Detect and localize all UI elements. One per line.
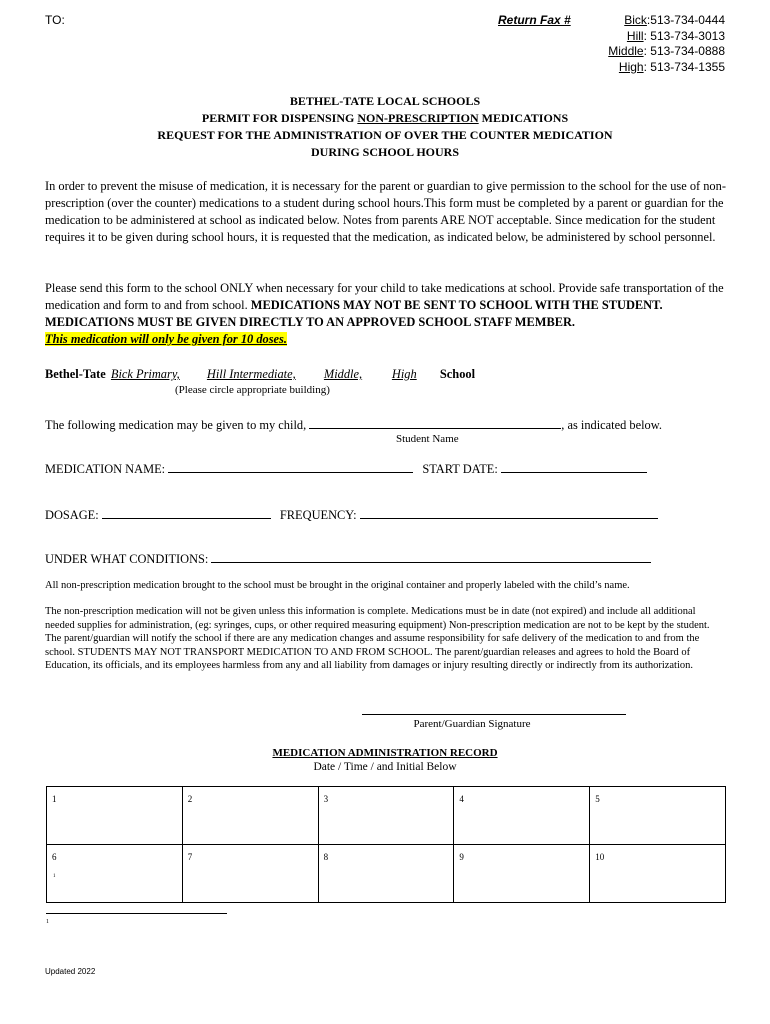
school-choice-line: [45, 367, 475, 382]
dose-cell-8[interactable]: 8: [318, 845, 454, 903]
footnote-mark: 1: [53, 874, 56, 879]
to-label: TO:: [45, 13, 65, 27]
dosage-field[interactable]: [102, 507, 271, 519]
medication-line: MEDICATION NAME: START DATE:: [45, 461, 647, 477]
dose-cell-5[interactable]: 5: [590, 787, 726, 845]
record-subtitle: Date / Time / and Initial Below: [313, 761, 457, 773]
signature-label: Parent/Guardian Signature: [413, 718, 531, 730]
return-fax-label: Return Fax #: [498, 13, 571, 27]
student-name-line: The following medication may be given to my child, , as indicated below.: [45, 418, 662, 432]
dose-cell-9[interactable]: 9: [454, 845, 590, 903]
school-option-bick[interactable]: Bick Primary,: [110, 367, 180, 381]
school-hours-title: DURING SCHOOL HOURS: [310, 145, 460, 159]
record-title: MEDICATION ADMINISTRATION RECORD: [272, 747, 498, 759]
request-title: REQUEST FOR THE ADMINISTRATION OF OVER THE COUNTER MEDICATION: [157, 128, 613, 142]
student-name-field[interactable]: [309, 417, 561, 429]
dose-cell-4[interactable]: 4: [454, 787, 590, 845]
district-prefix: Bethel-Tate: [45, 367, 106, 381]
fax-number-high: High: 513-734-1355: [618, 59, 725, 74]
form-title-block: [0, 93, 770, 161]
dosage-line: DOSAGE: FREQUENCY:: [45, 507, 658, 523]
school-option-middle[interactable]: Middle,: [323, 367, 363, 381]
medication-name-field[interactable]: [168, 461, 413, 473]
dose-cell-1[interactable]: 1: [47, 787, 183, 845]
table-row: [47, 845, 726, 903]
footnote-divider: [46, 913, 227, 914]
signature-field[interactable]: [362, 714, 626, 715]
school-option-hill[interactable]: Hill Intermediate,: [206, 367, 296, 381]
circle-building-note: (Please circle appropriate building): [175, 384, 330, 396]
school-district-title: BETHEL-TATE LOCAL SCHOOLS: [289, 94, 481, 108]
dose-limit-highlight: This medication will only be given for 10 doses.: [45, 332, 287, 346]
fax-number-bick: Bick:513-734-0444: [624, 13, 725, 27]
footnote: 1: [46, 919, 49, 925]
administration-record-table: [46, 786, 726, 903]
conditions-field[interactable]: [211, 551, 651, 563]
intro-paragraph: In order to prevent the misuse of medication, it is necessary for the parent or guardian to give permission to the school for the use of non-prescription (over the counter) medications to a student during school hours.This form must be completed by a parent or guardian for the medication to be administered at school as indicated below. Notes from parents ARE NOT acceptable. Since medication for the student requires it to be given during school hours, it is requested that the medication, as indicated below, be administered by school personnel.: [45, 179, 726, 244]
school-suffix: School: [439, 367, 476, 381]
dose-cell-7[interactable]: 7: [182, 845, 318, 903]
dose-cell-10[interactable]: 10: [590, 845, 726, 903]
instructions-paragraph: Please send this form to the school ONLY when necessary for your child to take medications at school. Provide safe transportation of the medication and form to and from school. MEDICATIONS MAY NOT BE SENT TO SCHOOL WITH THE STUDENT. MEDICATIONS MUST BE GIVEN DIRECTLY TO AN APPROVED SCHOOL STAFF MEMBER. This medication will only be given for 10 doses.: [45, 281, 724, 346]
permit-title: PERMIT FOR DISPENSING NON-PRESCRIPTION MEDICATIONS: [201, 111, 569, 125]
liability-note: The non-prescription medication will not be given unless this information is complete. Medications must be in date (not expired) and include all additional needed supplies for administration, (eg: syringes, cups, or other required measuring equipment) Non-prescription medication are not to be kept by the student. The parent/guardian will notify the school if there are any medication changes and assume responsibility for safe delivery of the medication to and from the school. STUDENTS MAY NOT TRANSPORT MEDICATION TO AND FROM SCHOOL. The parent/guardian releases and agrees to hold the Board of Education, its officials, and its employees harmless from any and all liability from damages or injury resulting directly or indirectly from its authorization.: [45, 606, 710, 672]
updated-date: Updated 2022: [45, 967, 96, 976]
fax-number-hill: Hill: 513-734-3013: [626, 28, 725, 43]
dose-cell-2[interactable]: 2: [182, 787, 318, 845]
container-note: All non-prescription medication brought to the school must be brought in the original container and properly labeled with the child’s name.: [45, 580, 630, 591]
dose-cell-3[interactable]: 3: [318, 787, 454, 845]
fax-number-middle: Middle: 513-734-0888: [608, 44, 725, 58]
start-date-field[interactable]: [501, 461, 647, 473]
student-name-caption: Student Name: [396, 433, 459, 445]
dose-cell-6[interactable]: 6 1: [47, 845, 183, 903]
conditions-line: UNDER WHAT CONDITIONS:: [45, 551, 651, 567]
table-row: [47, 787, 726, 845]
school-option-high[interactable]: High: [391, 367, 417, 381]
fax-number-list: [608, 13, 725, 75]
frequency-field[interactable]: [360, 507, 658, 519]
